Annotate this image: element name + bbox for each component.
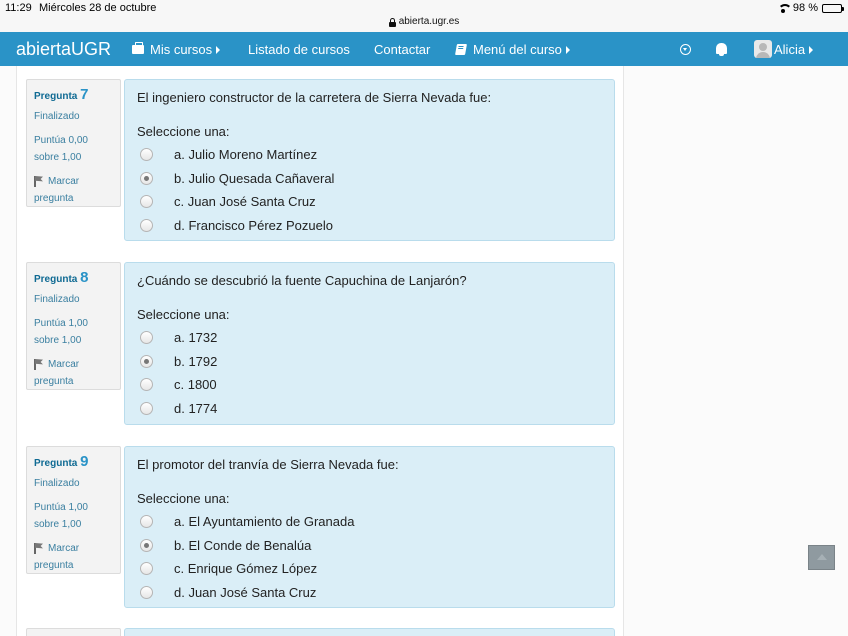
answer-prompt: Seleccione una: bbox=[137, 491, 230, 506]
question-content-next bbox=[124, 628, 615, 636]
nav-listado-cursos[interactable]: Listado de cursos bbox=[248, 42, 350, 57]
question-info-8 bbox=[26, 262, 121, 390]
question-info-next bbox=[26, 628, 121, 636]
user-menu[interactable] bbox=[774, 42, 813, 57]
user-name: Alicia bbox=[774, 42, 806, 57]
answer-option[interactable]: d. 1774 bbox=[140, 397, 614, 421]
question-grade: Puntúa 1,00 sobre 1,00 bbox=[34, 502, 88, 530]
radio-button[interactable] bbox=[140, 219, 153, 232]
question-content-8 bbox=[124, 262, 615, 425]
flag-icon bbox=[34, 176, 44, 185]
bell-icon[interactable] bbox=[716, 43, 727, 54]
answer-option[interactable]: b. 1792 bbox=[140, 350, 614, 374]
radio-button[interactable] bbox=[140, 562, 153, 575]
avatar[interactable] bbox=[754, 40, 772, 58]
nav-mis-cursos[interactable] bbox=[132, 42, 220, 57]
lock-icon bbox=[389, 18, 396, 26]
briefcase-icon bbox=[132, 45, 144, 54]
status-date: Miércoles 28 de octubre bbox=[39, 2, 157, 14]
scroll-to-top-button[interactable] bbox=[808, 545, 835, 570]
radio-button[interactable] bbox=[140, 195, 153, 208]
question-grade: Puntúa 0,00 sobre 1,00 bbox=[34, 135, 88, 163]
address-bar[interactable] bbox=[0, 16, 848, 32]
question-number: Pregunta 7 bbox=[34, 86, 89, 103]
radio-button[interactable] bbox=[140, 586, 153, 599]
caret-right-icon bbox=[566, 46, 570, 54]
question-state: Finalizado bbox=[34, 294, 80, 305]
url-text: abierta.ugr.es bbox=[398, 16, 460, 27]
book-icon bbox=[455, 44, 467, 55]
answer-option[interactable]: c. 1800 bbox=[140, 373, 614, 397]
flag-icon bbox=[34, 359, 44, 368]
answer-option[interactable]: a. El Ayuntamiento de Granada bbox=[140, 510, 614, 534]
flag-question-link[interactable]: Marcar pregunta bbox=[34, 359, 80, 387]
question-info-7 bbox=[26, 79, 121, 207]
answer-option[interactable]: c. Enrique Gómez López bbox=[140, 557, 614, 581]
answer-prompt: Seleccione una: bbox=[137, 307, 230, 322]
flag-question-link[interactable]: Marcar pregunta bbox=[34, 176, 80, 204]
answer-option[interactable]: b. Julio Quesada Cañaveral bbox=[140, 167, 614, 191]
answer-prompt: Seleccione una: bbox=[137, 124, 230, 139]
nav-menu-curso-label: Menú del curso bbox=[473, 42, 562, 57]
radio-button[interactable] bbox=[140, 515, 153, 528]
answer-option[interactable]: d. Juan José Santa Cruz bbox=[140, 581, 614, 605]
status-bar bbox=[0, 0, 848, 16]
question-number: Pregunta 9 bbox=[34, 453, 89, 470]
radio-button[interactable] bbox=[140, 331, 153, 344]
nav-mis-cursos-label: Mis cursos bbox=[150, 42, 213, 57]
radio-button[interactable] bbox=[140, 148, 153, 161]
nav-menu-curso[interactable] bbox=[456, 42, 570, 57]
question-content-9 bbox=[124, 446, 615, 608]
question-content-7 bbox=[124, 79, 615, 241]
question-state: Finalizado bbox=[34, 478, 80, 489]
question-text: El promotor del tranvía de Sierra Nevada fue: bbox=[137, 457, 399, 472]
flag-icon bbox=[34, 543, 44, 552]
question-text: ¿Cuándo se descubrió la fuente Capuchina de Lanjarón? bbox=[137, 273, 467, 288]
nav-contactar[interactable]: Contactar bbox=[374, 42, 431, 57]
caret-right-icon bbox=[216, 46, 220, 54]
radio-button[interactable] bbox=[140, 378, 153, 391]
question-text: El ingeniero constructor de la carretera de Sierra Nevada fue: bbox=[137, 90, 492, 105]
radio-button-checked[interactable] bbox=[140, 539, 153, 552]
download-circle-icon[interactable] bbox=[680, 44, 691, 55]
wifi-icon bbox=[777, 4, 789, 13]
answer-option[interactable]: c. Juan José Santa Cruz bbox=[140, 190, 614, 214]
radio-button-checked[interactable] bbox=[140, 172, 153, 185]
question-number: Pregunta 8 bbox=[34, 269, 89, 286]
radio-button[interactable] bbox=[140, 402, 153, 415]
brand-logo[interactable]: abiertaUGR bbox=[16, 39, 112, 59]
caret-right-icon bbox=[809, 46, 813, 54]
flag-question-link[interactable]: Marcar pregunta bbox=[34, 543, 80, 571]
question-state: Finalizado bbox=[34, 111, 80, 122]
radio-button-checked[interactable] bbox=[140, 355, 153, 368]
answer-option[interactable]: d. Francisco Pérez Pozuelo bbox=[140, 214, 614, 238]
answer-option[interactable]: a. Julio Moreno Martínez bbox=[140, 143, 614, 167]
answer-option[interactable]: a. 1732 bbox=[140, 326, 614, 350]
battery-percent: 98 % bbox=[792, 2, 818, 14]
answer-option[interactable]: b. El Conde de Benalúa bbox=[140, 534, 614, 558]
status-time: 11:29 bbox=[5, 2, 32, 14]
question-info-9 bbox=[26, 446, 121, 574]
battery-icon bbox=[822, 4, 842, 13]
question-grade: Puntúa 1,00 sobre 1,00 bbox=[34, 318, 88, 346]
